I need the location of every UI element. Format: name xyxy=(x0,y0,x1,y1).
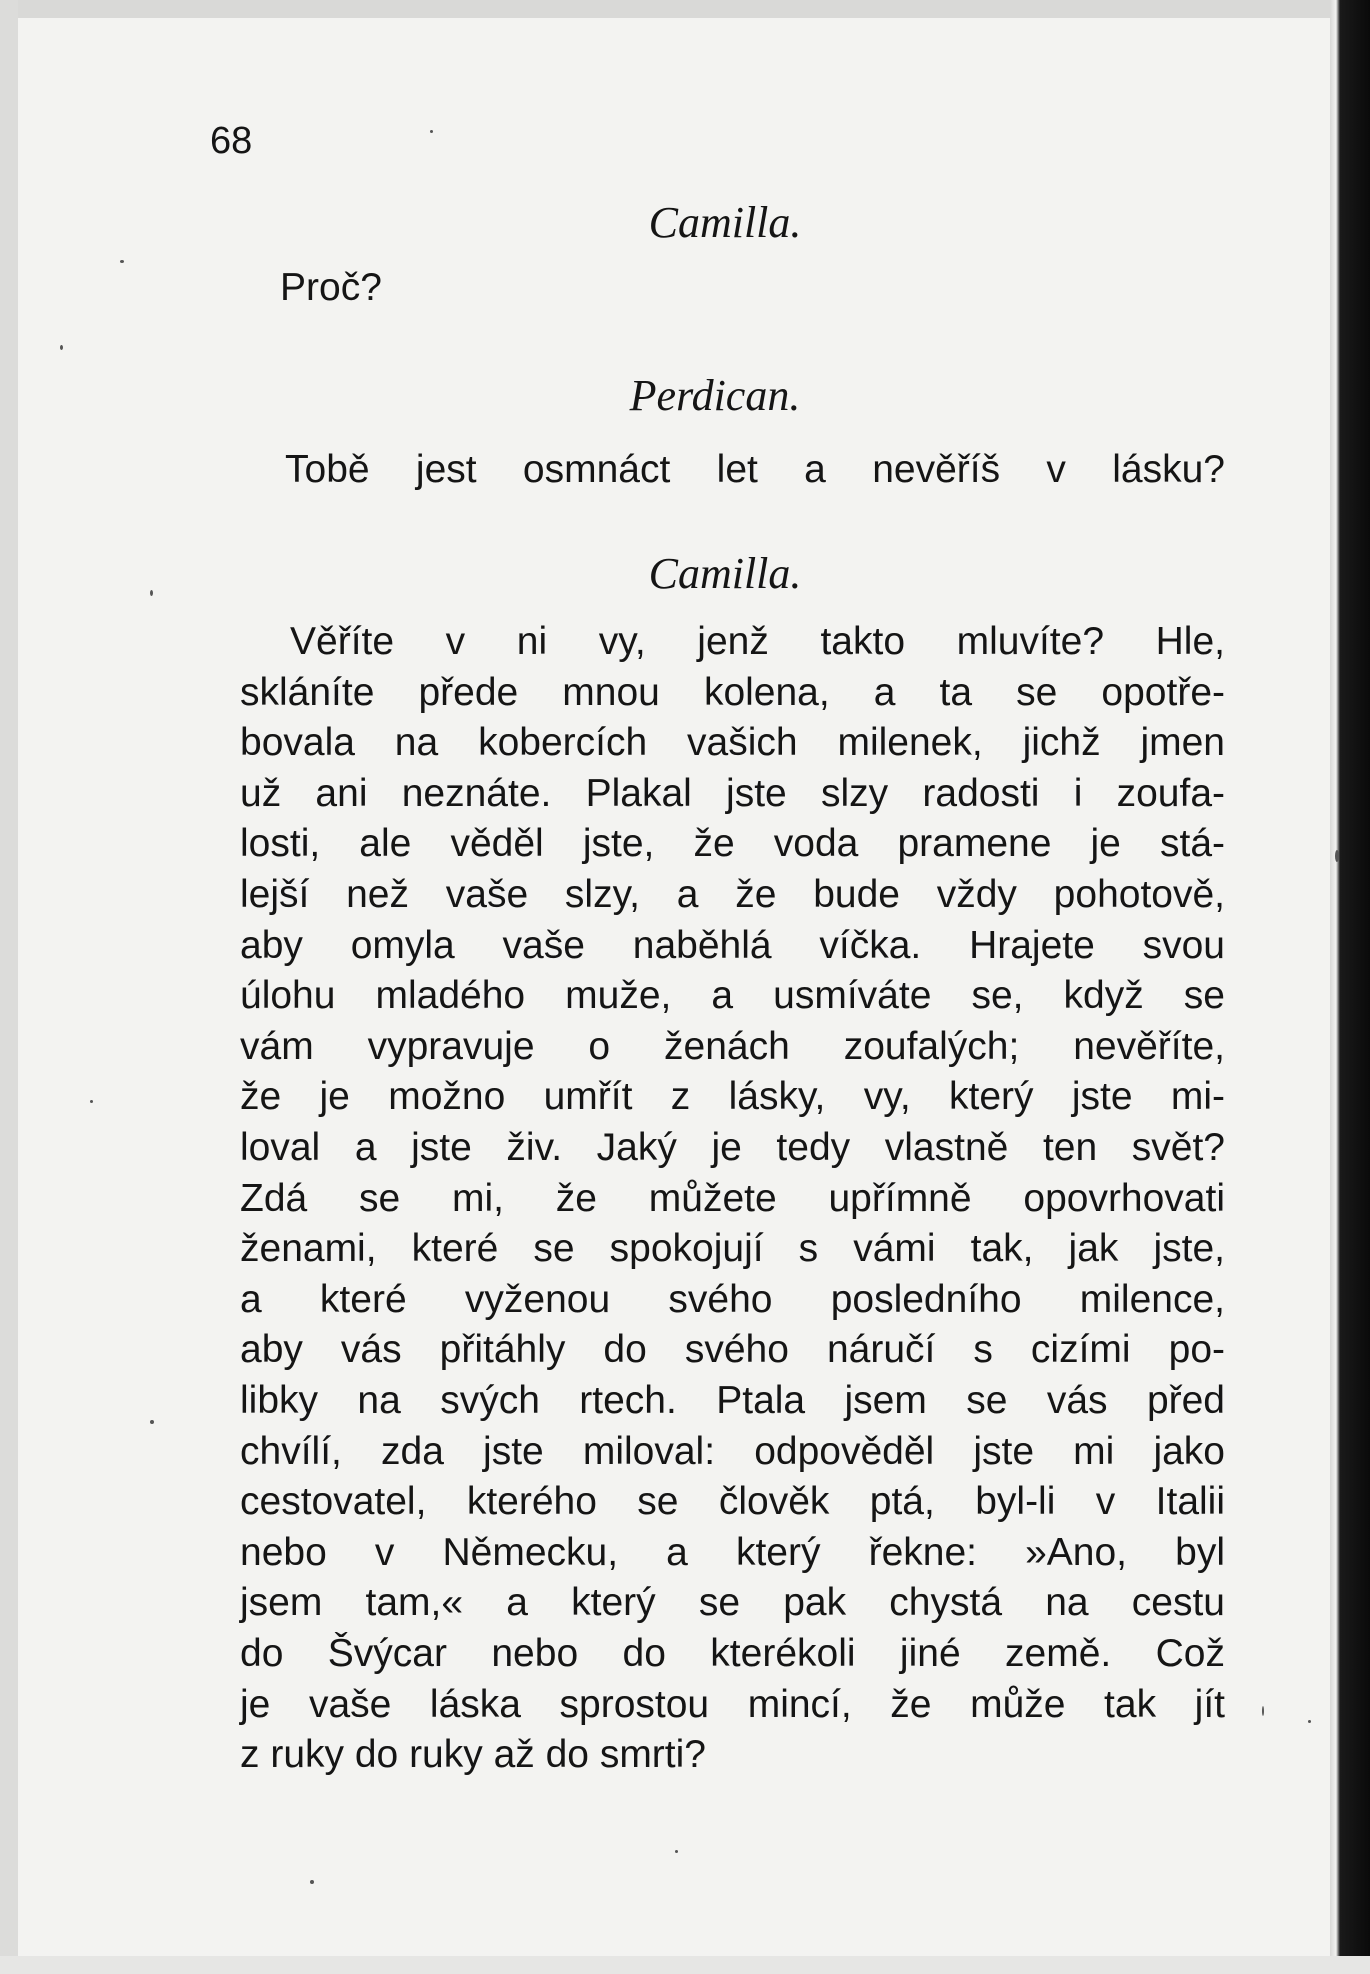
speech-line: chvílí, zda jste miloval: odpověděl jste mi jako xyxy=(240,1429,1225,1473)
scan-speck xyxy=(120,260,124,263)
page-right-edge-shadow xyxy=(1330,0,1370,1974)
speaker-heading-camilla-2: Camilla. xyxy=(648,549,802,598)
speech-line: loval a jste živ. Jaký je tedy vlastně ten svět? xyxy=(240,1126,1225,1169)
scan-speck xyxy=(150,590,153,596)
scan-speck xyxy=(90,1100,93,1103)
page-left-edge xyxy=(0,0,18,1974)
speech-line: že je možno umřít z lásky, vy, který jste mi- xyxy=(240,1075,1225,1119)
speech-line: Proč? xyxy=(280,266,382,309)
speech-line: úlohu mladého muže, a usmíváte se, když se xyxy=(240,974,1225,1018)
page-top-edge xyxy=(0,0,1370,18)
speech-line: je vaše láska sprostou mincí, že může tak jít xyxy=(240,1682,1225,1726)
scan-speck xyxy=(430,130,433,133)
scan-speck xyxy=(1262,1706,1264,1716)
speech-line: Zdá se mi, že můžete upřímně opovrhovati xyxy=(240,1176,1225,1220)
speech-line: a které vyženou svého posledního milence, xyxy=(240,1277,1225,1321)
speech-line: do Švýcar nebo do kterékoli jiné země. Což xyxy=(240,1632,1225,1675)
speech-line: losti, ale věděl jste, že voda pramene je stá- xyxy=(240,822,1225,866)
speech-line: libky na svých rtech. Ptala jsem se vás před xyxy=(240,1379,1225,1422)
speech-line: skláníte přede mnou kolena, a ta se opotře- xyxy=(240,670,1225,714)
speech-line: lejší než vaše slzy, a že bude vždy pohotově, xyxy=(240,873,1225,916)
speech-line: Tobě jest osmnáct let a nevěříš v lásku? xyxy=(285,448,1225,491)
page-bottom-edge xyxy=(0,1956,1370,1974)
speech-line: bovala na kobercích vašich milenek, jichž jmen xyxy=(240,721,1225,765)
speech-line: nebo v Německu, a který řekne: »Ano, byl xyxy=(240,1530,1225,1574)
speaker-heading-camilla-1: Camilla. xyxy=(648,198,802,247)
speech-line: ženami, které se spokojují s vámi tak, jak jste, xyxy=(240,1227,1225,1271)
scan-speck xyxy=(675,1850,678,1853)
scan-speck xyxy=(150,1420,154,1424)
scan-speck xyxy=(310,1880,314,1884)
speech-line: vám vypravuje o ženách zoufalých; nevěříte, xyxy=(240,1024,1225,1068)
speech-line: aby vás přitáhly do svého náručí s cizími po- xyxy=(240,1328,1225,1372)
speech-line: jsem tam,« a který se pak chystá na cestu xyxy=(240,1581,1225,1625)
speech-line: už ani neznáte. Plakal jste slzy radosti i zoufa- xyxy=(240,771,1225,815)
speaker-heading-perdican: Perdican. xyxy=(629,371,801,420)
scan-speck xyxy=(1335,850,1339,862)
speech-line: z ruky do ruky až do smrti? xyxy=(240,1733,706,1777)
scan-speck xyxy=(60,345,63,350)
page-number: 68 xyxy=(210,120,253,162)
speech-line: Věříte v ni vy, jenž takto mluvíte? Hle, xyxy=(290,620,1225,663)
speech-line: aby omyla vaše naběhlá víčka. Hrajete svou xyxy=(240,923,1225,967)
scan-speck xyxy=(1308,1720,1311,1723)
speech-line: cestovatel, kterého se člověk ptá, byl-li v Italii xyxy=(240,1480,1225,1524)
